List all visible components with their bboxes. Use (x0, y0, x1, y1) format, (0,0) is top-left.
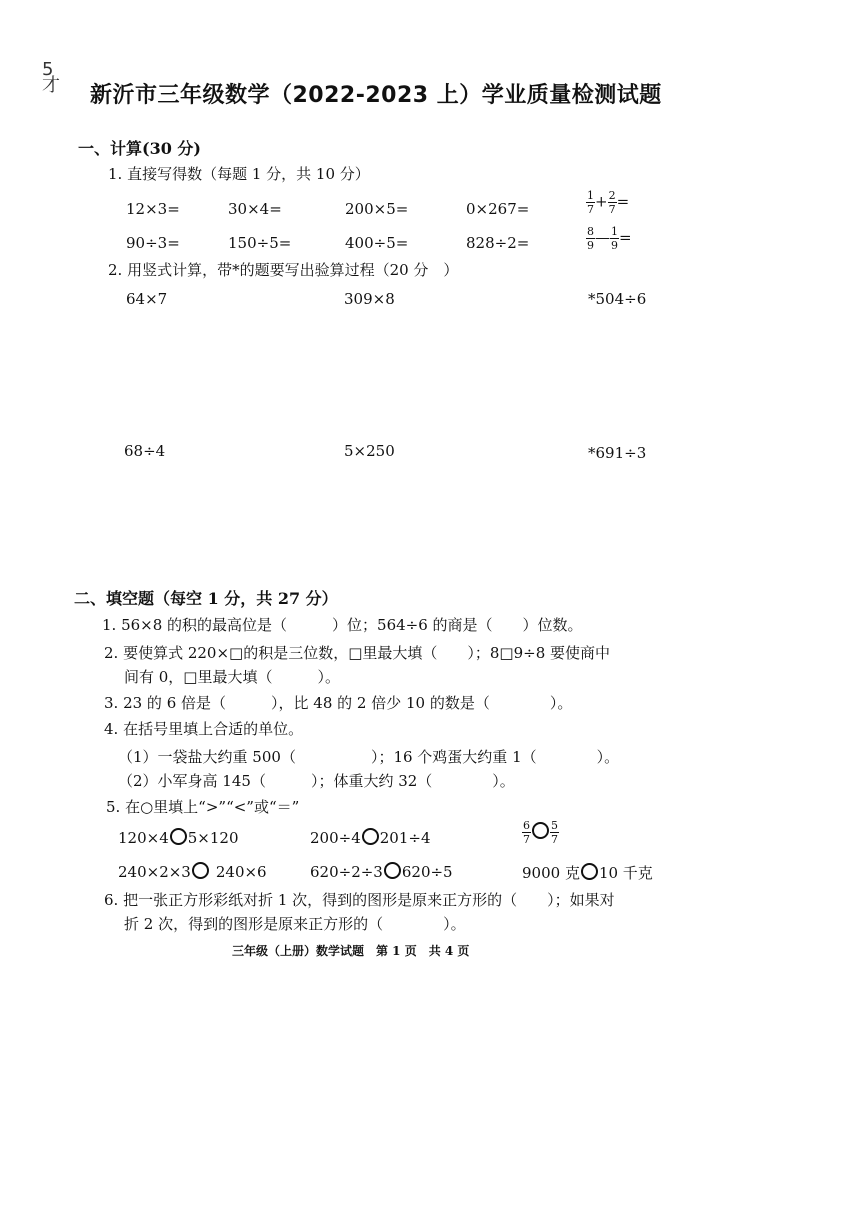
fill-blank-q4: 4. 在括号里填上合适的单位。 (104, 720, 304, 738)
calc-item: 828÷2= (466, 234, 530, 252)
compare-circle (170, 828, 187, 845)
compare-circle (532, 822, 549, 839)
fill-blank-q6: 6. 把一张正方形彩纸对折 1 次，得到的图形是原来正方形的（ ）；如果对 (104, 891, 615, 909)
vertical-calc-item: *504÷6 (588, 290, 647, 308)
compare-item: 120×4 5×120 (118, 829, 239, 847)
vertical-calc-item: *691÷3 (588, 444, 647, 462)
fraction: $\frac{6}{7}$ (523, 819, 530, 846)
section-2-heading: 二、填空题（每空 1 分，共 27 分） (74, 589, 338, 608)
q1-instruction: 1. 直接写得数（每题 1 分，共 10 分） (108, 165, 370, 183)
vertical-calc-item: 309×8 (344, 290, 395, 308)
fraction: $\frac{1}{9}$ (611, 225, 618, 252)
compare-circle (362, 828, 379, 845)
calc-item: 400÷5= (345, 234, 409, 252)
fill-blank-q3: 3. 23 的 6 倍是（ ），比 48 的 2 倍少 10 的数是（ ）。 (104, 694, 573, 712)
fraction: $\frac{5}{7}$ (551, 819, 558, 846)
fill-blank-q1: 1. 56×8 的积的最高位是（ ）位；564÷6 的商是（ ）位数。 (102, 616, 583, 634)
vertical-calc-item: 5×250 (344, 442, 395, 460)
calc-item: 150÷5= (228, 234, 292, 252)
page-title: 新沂市三年级数学（2022-2023 上）学业质量检测试题 (90, 83, 662, 108)
compare-circle (384, 862, 401, 879)
q2-instruction: 2. 用竖式计算，带*的题要写出验算过程（20 分 ） (108, 261, 459, 279)
fill-blank-q2-cont: 间有 0，□里最大填（ ）。 (124, 668, 340, 686)
compare-item: 240×2×3 240×6 (118, 863, 267, 881)
fraction-expression: $\frac{1}{7}$ + $\frac{2}{7}$ = (587, 189, 630, 216)
compare-item (522, 820, 559, 845)
fill-blank-q4-1: （1）一袋盐大约重 500（ ）；16 个鸡蛋大约重 1（ ）。 (118, 748, 620, 766)
fraction: $\frac{1}{7}$ (587, 189, 594, 216)
compare-item: 620÷2÷3 620÷5 (310, 863, 453, 881)
calc-item: 90÷3= (126, 234, 180, 252)
vertical-calc-item: 68÷4 (124, 442, 166, 460)
fill-blank-q6-cont: 折 2 次，得到的图形是原来正方形的（ ）。 (124, 915, 466, 933)
page-footer: 三年级（上册）数学试题 第 1 页 共 4 页 (232, 944, 470, 958)
compare-item: 200÷4 201÷4 (310, 829, 431, 847)
calc-item: 200×5= (345, 200, 409, 218)
calc-item: 12×3= (126, 200, 180, 218)
calc-item: 0×267= (466, 200, 530, 218)
compare-item: 9000 克 10 千克 (522, 864, 653, 882)
section-1-heading: 一、计算(30 分) (78, 139, 201, 158)
fraction: $\frac{8}{9}$ (587, 225, 594, 252)
fraction-expression: $\frac{8}{9}$ — $\frac{1}{9}$ = (587, 225, 632, 252)
calc-item: 30×4= (228, 200, 282, 218)
compare-circle (192, 862, 209, 879)
fraction: $\frac{2}{7}$ (608, 189, 616, 216)
compare-circle (581, 863, 598, 880)
margin-scribble: 5 才 (42, 59, 60, 96)
fill-blank-q5: 5. 在○里填上“>”“<”或“＝” (106, 798, 300, 816)
fill-blank-q4-2: （2）小军身高 145（ ）；体重大约 32（ ）。 (118, 772, 515, 790)
vertical-calc-item: 64×7 (126, 290, 168, 308)
fill-blank-q2: 2. 要使算式 220×□的积是三位数，□里最大填（ ）；8□9÷8 要使商中 (104, 644, 611, 662)
